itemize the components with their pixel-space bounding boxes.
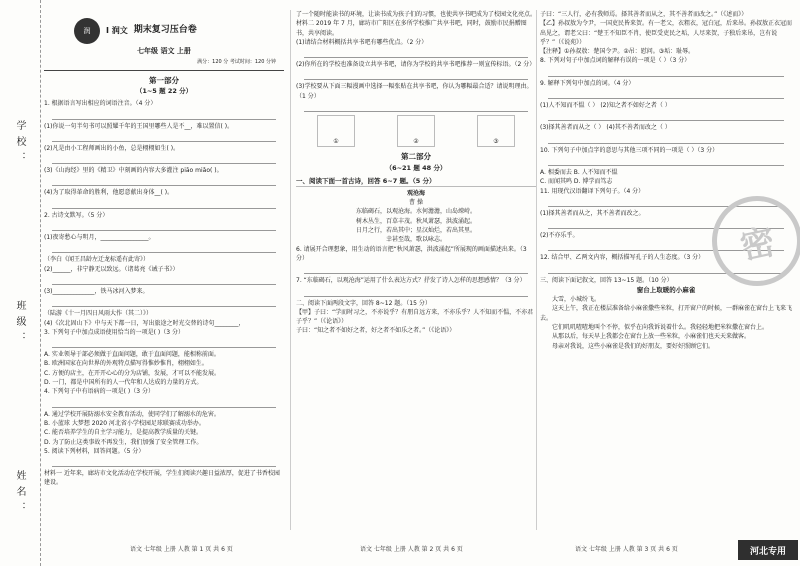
answer-line[interactable] (52, 298, 276, 307)
divider (44, 70, 284, 71)
essay-paragraph: 这天上午，我正在楼层准备给小麻雀撒些米粒，打开窗户的时候，一群麻雀在窗台上飞来飞去。 (540, 305, 792, 322)
text-line: (4)《次北固山下》中与天下都一日，写出旅途之时光交替的诗句________， (44, 319, 245, 327)
text-line: (1)夜寄愁心与明月，________________。 (44, 234, 155, 242)
answer-line[interactable] (304, 71, 528, 80)
text-line: 12. 结合甲、乙两文内容，概括描写孔子的人生态度。（3 分） (540, 254, 705, 262)
answer-line[interactable] (304, 288, 528, 297)
text-line: A. 通过学校开展防溺水安全教育活动，使同学们了解溺水的危害。 (44, 410, 220, 418)
page-footer-3: 语文 七年级 上册 人教 第 3 页 共 6 页 (575, 546, 678, 553)
answer-line[interactable] (304, 265, 528, 274)
confidential-stamp: 密 (704, 188, 800, 295)
text-line: B. 欧洲国家在向世界的外观特点描写得惟妙惟肖，栩栩如生。 (44, 360, 208, 368)
text-line: 9. 解释下列句中加点的词。（4 分） (540, 79, 635, 87)
text-line: 二、阅读下面两段文字，回答 8~12 题。（15 分） (296, 299, 431, 307)
poem-line: 幸甚至哉，歌以咏志。 (385, 236, 446, 244)
answer-line[interactable] (52, 276, 276, 285)
answer-line[interactable] (52, 339, 276, 348)
text-line: (3)《山海经》里的《精卫》中刻画的内容大多灌注 piāo miǎo( )。 (44, 167, 223, 175)
text-line: 【甲】子曰：“学而时习之，不亦说乎？有朋自远方来，不亦乐乎？人不知而不愠，不亦君子乎？”（《论语》） (296, 308, 534, 326)
answer-line[interactable] (52, 399, 276, 408)
text-line: 1. 根据语言写出相应的词语注音。（4 分） (44, 100, 157, 108)
column-1 (44, 0, 284, 540)
column-separator (290, 10, 291, 530)
text-line: C. 方便的店主，在开开心心的分为店铺，发展，才可以不能发展。 (44, 369, 221, 377)
section-poem-head: 一、阅读下面一首古诗，回答 6~7 题。（5 分） (296, 176, 536, 187)
answer-line[interactable] (52, 111, 276, 120)
essay-paragraph: 大雪，小城纷飞。 (552, 296, 601, 304)
text-line: A. 实业领导于部必须做于直面问题，敢于直面问题，能相称前面。 (44, 351, 220, 359)
answer-line[interactable] (52, 155, 276, 164)
poem-body (296, 207, 536, 244)
answer-line[interactable] (304, 103, 528, 112)
answer-line[interactable] (548, 157, 784, 166)
answer-line[interactable] (52, 458, 276, 467)
text-line: (2)你所在的学校也准备设立共享书吧，请你为学校的共享书吧推荐一则宣传标语。（2 分） (296, 61, 536, 69)
poem-title: 观沧海 (406, 189, 425, 197)
answer-line[interactable] (52, 133, 276, 142)
text-line: 材料一 近年来，廊坊市文化活动在学校开展，学生们阅读兴趣日益浓厚，促进了书香校园建设。 (44, 470, 280, 487)
text-line: 4. 下列句子中有语病的一项是( )（3 分） (44, 388, 154, 396)
text-line: （李白《闻王昌龄左迁龙标遥有此寄》） (44, 256, 150, 264)
text-line: 【乙】孙叔敖为令尹，一国吏民皆来贺。有一老父，衣粗衣，冠白冠，后来吊。孙叔敖正衣冠而出见之，谓老父曰：“楚王不知臣不肖，使臣受吏民之垢，人尽来贺，子独后来吊，岂有说乎？”（《说苑》） (540, 20, 792, 46)
region-badge: 河北专用 (738, 540, 798, 560)
text-line: (1)人不知而不愠（ ） (2)知之者不如好之者（ ） (540, 102, 671, 110)
text-line: (3)______________，铁马冰河入梦来。 (44, 287, 149, 295)
text-line: A. 相委而去 B. 人不知而不愠 (540, 168, 618, 176)
essay-paragraph: 母亲对我说，这些小麻雀是我们的好朋友，要好好照顾它们。 (552, 342, 715, 350)
column-2-text (296, 10, 536, 112)
text-line: B. 小蓝球 大梦想 2020 河北省小学校园足球联赛成功举办。 (44, 419, 205, 427)
binding-margin (0, 0, 41, 566)
answer-line[interactable] (52, 200, 276, 209)
text-line: （陆游《十一月四日风雨大作（其二）》） (44, 310, 153, 318)
class-label: 班级： (14, 300, 25, 348)
text-line: (3)择其善者而从之（ ） (4)其不善者而改之（ ） (540, 124, 671, 132)
answer-line[interactable] (548, 135, 784, 144)
column-2-questions (296, 245, 536, 336)
column-1-text (44, 99, 284, 487)
logo-seal: 润 (74, 18, 100, 44)
cartoon-3: ③ (477, 115, 515, 147)
page-footer-1: 语文 七年级 上册 人教 第 1 页 共 6 页 (130, 546, 233, 553)
name-label: 姓名： (14, 470, 25, 518)
text-line: 三、阅读下面记叙文，回答 13~15 题。（10 分） (540, 276, 673, 284)
text-line: 子曰：“三人行，必有我师焉。择其善者而从之，其不善者而改之。”（《述而》） (540, 11, 748, 18)
part-1-title: 第一部分 (149, 75, 179, 85)
text-line: 3. 下列句子中加点成语使用恰当的一项是( )（3 分） (44, 328, 184, 336)
column-2 (296, 0, 536, 540)
text-line: 材料二 2019 年 7 月，廊坊市广阳区在多所学校推广共享书吧，同时，鼓励市民捐赠图书，共享阅读。 (296, 20, 527, 37)
text-line: 6. 请展开合理想象，用生动的语言把“秋风萧瑟，洪波涌起”所展现的画面描述出来。（3 分） (296, 245, 527, 262)
text-line: (2)______，非宁静无以致远。（诸葛亮《诫子书》） (44, 265, 179, 273)
paper-subtitle: 七年级 语文 上册 (137, 47, 191, 55)
poem-line: 树木丛生，百草丰茂。秋风萧瑟，洪波涌起。 (355, 217, 476, 225)
text-line: 11. 用现代汉语翻译下列句子。（4 分） (540, 187, 645, 195)
text-line: C. 而闻其鸣 D. 博学而笃志 (540, 178, 613, 186)
answer-line[interactable] (548, 112, 784, 121)
exam-meta: 满分：120 分 考试时间：120 分钟 (197, 58, 276, 65)
text-line: (2)凡是由小工程师画出的小鱼，总是栩栩如生( )。 (44, 144, 180, 152)
essay-title: 窗台上取暖的小麻雀 (636, 286, 696, 295)
answer-line[interactable] (548, 90, 784, 99)
answer-line[interactable] (304, 49, 528, 58)
answer-line[interactable] (52, 222, 276, 231)
header-logo (74, 18, 284, 44)
text-line: (2)不亦乐乎。 (540, 232, 579, 240)
text-line: 【注释】①孙叔敖：楚国令尹。②吊：慰问。③垢：耻辱。 (540, 48, 695, 56)
text-line: 5. 阅读下列材料，回答问题。（5 分） (44, 447, 145, 455)
poem-line: 日月之行，若出其中；星汉灿烂，若出其里。 (355, 227, 476, 235)
column-separator (536, 10, 537, 530)
essay-body (540, 295, 792, 351)
answer-line[interactable] (52, 244, 276, 253)
text-line: (1)择其善者而从之，其不善者而改之。 (540, 209, 645, 217)
text-line: (1)你说一句半句书可以照耀千年的王国里哪些人是不__，难以置信( )。 (44, 122, 234, 130)
text-line: 10. 下列句子中加点字的意思与其他三项不同的一项是（ ）（3 分） (540, 146, 719, 154)
text-line: D. 一门，都是中国所有的人一代年和人达成的力量的方式。 (44, 379, 203, 387)
paper-title: 期末复习压台卷 (133, 25, 197, 36)
part-1-range: （1~5 题 22 分） (135, 87, 193, 96)
answer-line[interactable] (52, 177, 276, 186)
brand-name: I 润文 (106, 25, 128, 35)
cartoon-row (296, 115, 536, 147)
cartoon-1: ① (317, 115, 355, 147)
essay-paragraph: 它们叽叽喳喳地叫个不停，似乎在向我诉说着什么。我轻轻地把米粒撒在窗台上。 (552, 324, 769, 331)
answer-line[interactable] (548, 68, 784, 77)
text-line: 7. “东临碣石，以观沧海”运用了什么表达方式？抒发了诗人怎样的思想感情？（3 分） (296, 277, 526, 285)
text-line: C. 能否培养学生的自主学习能力，是提高教学质量的关键。 (44, 429, 203, 437)
part-2-title: 第二部分 (401, 152, 431, 162)
school-label: 学校： (14, 120, 25, 168)
text-line: 8. 下列对句子中加点词的解释有误的一项是（ ）（3 分） (540, 57, 691, 65)
text-line: 了一个随时能读书的环境，让读书成为孩子们的习惯，也使共享书吧成为了校园文化亮点。 (296, 11, 536, 18)
poem-author: 曹 操 (409, 199, 423, 207)
essay-paragraph: 从那以后，每天早上我都会在窗台上放一些米粒，小麻雀们也天天来做客。 (552, 333, 751, 341)
text-line: (3)学校要从下面三幅漫画中选择一幅张贴在共享书吧，你认为哪幅最合适？请说明理由。（1 分） (296, 83, 533, 100)
text-line: (4)为了取得革命的胜利，他愿意献出身体__( )。 (44, 189, 174, 197)
page-footer-2: 语文 七年级 上册 人教 第 2 页 共 6 页 (360, 546, 463, 553)
text-line: 子曰：“知之者不如好之者，好之者不如乐之者。”（《论语》） (296, 327, 456, 335)
cartoon-2: ② (397, 115, 435, 147)
text-line: (1)请结合材料概括共享书吧有哪些优点。（2 分） (296, 38, 428, 46)
poem-line: 东临碣石，以观沧海。水何澹澹，山岛竦峙。 (355, 208, 476, 216)
text-line: 2. 古诗文默写。（5 分） (44, 211, 109, 219)
part-2-range: （6~21 题 48 分） (385, 163, 447, 172)
text-line: D. 为了防止这类事故不再发生，我们加强了安全管理工作。 (44, 438, 203, 446)
